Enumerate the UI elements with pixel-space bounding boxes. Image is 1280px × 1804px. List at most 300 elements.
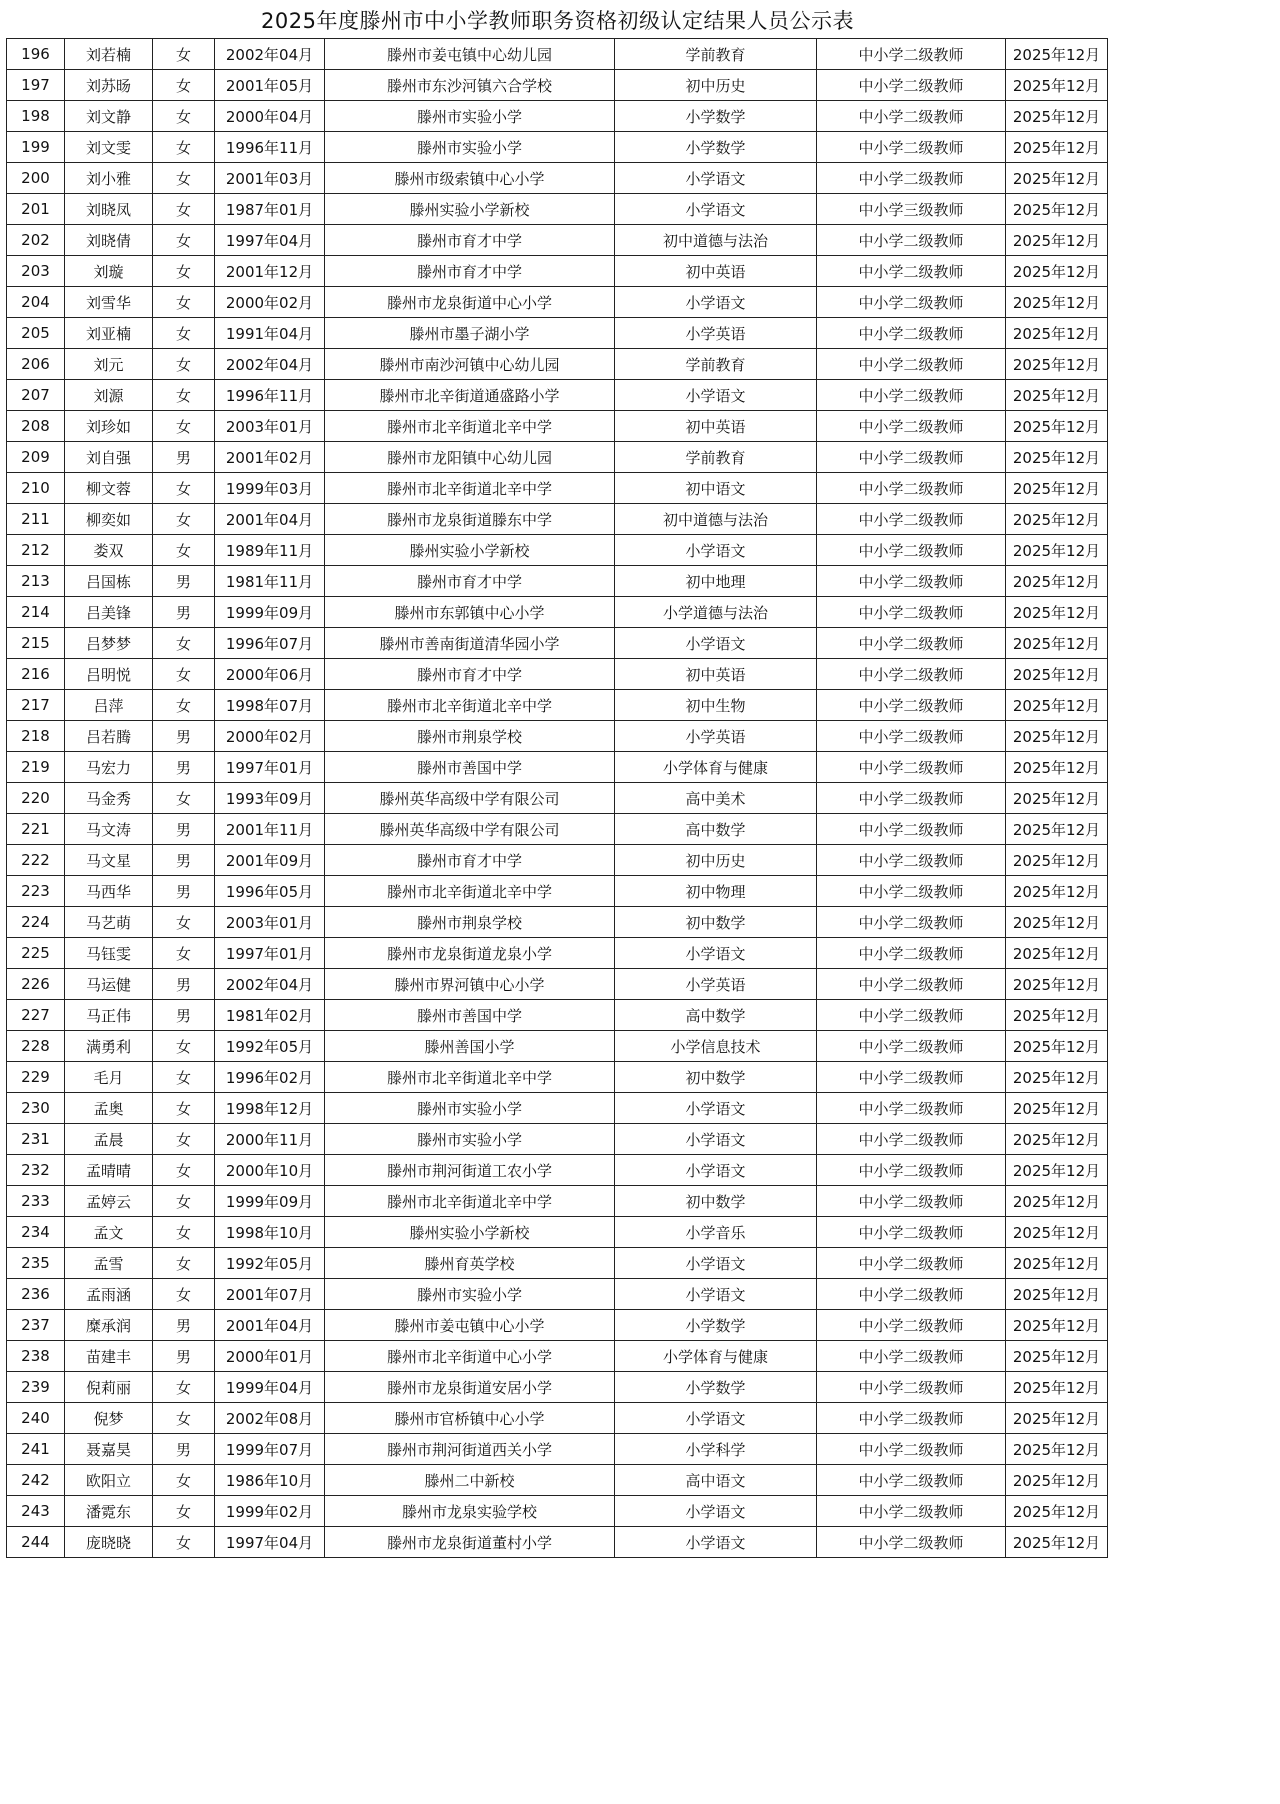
school-cell: 滕州市北辛街道通盛路小学 <box>325 380 615 411</box>
gender-cell: 女 <box>153 1527 215 1558</box>
table-row <box>7 1310 1108 1341</box>
date-cell: 2025年12月 <box>1006 287 1108 318</box>
row-number: 234 <box>7 1217 65 1248</box>
date-cell: 2025年12月 <box>1006 194 1108 225</box>
qualification-cell: 中小学二级教师 <box>817 1496 1006 1527</box>
subject-cell: 小学数学 <box>615 101 817 132</box>
date-cell: 2025年12月 <box>1006 473 1108 504</box>
subject-cell: 小学语文 <box>615 1527 817 1558</box>
birth-date-cell: 2001年02月 <box>215 442 325 473</box>
row-number: 207 <box>7 380 65 411</box>
birth-date-cell: 1999年04月 <box>215 1372 325 1403</box>
school-cell: 滕州实验小学新校 <box>325 194 615 225</box>
qualification-cell: 中小学二级教师 <box>817 628 1006 659</box>
school-cell: 滕州英华高级中学有限公司 <box>325 783 615 814</box>
qualification-cell: 中小学二级教师 <box>817 256 1006 287</box>
school-cell: 滕州实验小学新校 <box>325 535 615 566</box>
name-cell: 孟文 <box>65 1217 153 1248</box>
school-cell: 滕州英华高级中学有限公司 <box>325 814 615 845</box>
birth-date-cell: 2002年04月 <box>215 39 325 70</box>
table-row <box>7 659 1108 690</box>
subject-cell: 初中生物 <box>615 690 817 721</box>
qualification-cell: 中小学二级教师 <box>817 1527 1006 1558</box>
table-row <box>7 318 1108 349</box>
school-cell: 滕州市南沙河镇中心幼儿园 <box>325 349 615 380</box>
qualification-cell: 中小学三级教师 <box>817 194 1006 225</box>
row-number: 205 <box>7 318 65 349</box>
date-cell: 2025年12月 <box>1006 132 1108 163</box>
birth-date-cell: 1999年07月 <box>215 1434 325 1465</box>
birth-date-cell: 1999年03月 <box>215 473 325 504</box>
gender-cell: 女 <box>153 1248 215 1279</box>
name-cell: 马西华 <box>65 876 153 907</box>
birth-date-cell: 1992年05月 <box>215 1248 325 1279</box>
school-cell: 滕州市龙泉街道龙泉小学 <box>325 938 615 969</box>
name-cell: 刘文静 <box>65 101 153 132</box>
row-number: 204 <box>7 287 65 318</box>
school-cell: 滕州市级索镇中心小学 <box>325 163 615 194</box>
gender-cell: 女 <box>153 411 215 442</box>
gender-cell: 男 <box>153 969 215 1000</box>
row-number: 232 <box>7 1155 65 1186</box>
school-cell: 滕州市善国中学 <box>325 752 615 783</box>
row-number: 216 <box>7 659 65 690</box>
name-cell: 刘亚楠 <box>65 318 153 349</box>
name-cell: 孟奥 <box>65 1093 153 1124</box>
name-cell: 孟晴晴 <box>65 1155 153 1186</box>
gender-cell: 男 <box>153 597 215 628</box>
table-row <box>7 380 1108 411</box>
qualification-cell: 中小学二级教师 <box>817 1155 1006 1186</box>
qualification-cell: 中小学二级教师 <box>817 287 1006 318</box>
table-row <box>7 752 1108 783</box>
school-cell: 滕州市东郭镇中心小学 <box>325 597 615 628</box>
date-cell: 2025年12月 <box>1006 318 1108 349</box>
name-cell: 刘晓凤 <box>65 194 153 225</box>
gender-cell: 男 <box>153 1310 215 1341</box>
row-number: 222 <box>7 845 65 876</box>
row-number: 212 <box>7 535 65 566</box>
name-cell: 刘雪华 <box>65 287 153 318</box>
qualification-cell: 中小学二级教师 <box>817 101 1006 132</box>
date-cell: 2025年12月 <box>1006 1248 1108 1279</box>
subject-cell: 小学语文 <box>615 1248 817 1279</box>
name-cell: 糜承润 <box>65 1310 153 1341</box>
table-row <box>7 442 1108 473</box>
subject-cell: 小学语文 <box>615 1124 817 1155</box>
gender-cell: 女 <box>153 194 215 225</box>
qualification-cell: 中小学二级教师 <box>817 1403 1006 1434</box>
table-row <box>7 1403 1108 1434</box>
table-row <box>7 1031 1108 1062</box>
gender-cell: 女 <box>153 1062 215 1093</box>
table-row <box>7 163 1108 194</box>
results-table <box>6 38 1108 1558</box>
row-number: 228 <box>7 1031 65 1062</box>
school-cell: 滕州市善国中学 <box>325 1000 615 1031</box>
date-cell: 2025年12月 <box>1006 163 1108 194</box>
date-cell: 2025年12月 <box>1006 845 1108 876</box>
page-title: 2025年度滕州市中小学教师职务资格初级认定结果人员公示表 <box>261 9 854 33</box>
name-cell: 满勇利 <box>65 1031 153 1062</box>
row-number: 242 <box>7 1465 65 1496</box>
gender-cell: 男 <box>153 876 215 907</box>
row-number: 227 <box>7 1000 65 1031</box>
date-cell: 2025年12月 <box>1006 1000 1108 1031</box>
qualification-cell: 中小学二级教师 <box>817 1248 1006 1279</box>
date-cell: 2025年12月 <box>1006 1155 1108 1186</box>
birth-date-cell: 1989年11月 <box>215 535 325 566</box>
name-cell: 娄双 <box>65 535 153 566</box>
school-cell: 滕州市龙泉街道董村小学 <box>325 1527 615 1558</box>
gender-cell: 女 <box>153 287 215 318</box>
birth-date-cell: 1997年04月 <box>215 225 325 256</box>
row-number: 240 <box>7 1403 65 1434</box>
birth-date-cell: 1999年02月 <box>215 1496 325 1527</box>
table-row <box>7 504 1108 535</box>
name-cell: 马正伟 <box>65 1000 153 1031</box>
qualification-cell: 中小学二级教师 <box>817 349 1006 380</box>
table-row <box>7 256 1108 287</box>
name-cell: 吕若腾 <box>65 721 153 752</box>
subject-cell: 小学科学 <box>615 1434 817 1465</box>
date-cell: 2025年12月 <box>1006 256 1108 287</box>
gender-cell: 女 <box>153 101 215 132</box>
row-number: 238 <box>7 1341 65 1372</box>
gender-cell: 女 <box>153 318 215 349</box>
gender-cell: 女 <box>153 380 215 411</box>
gender-cell: 女 <box>153 1496 215 1527</box>
date-cell: 2025年12月 <box>1006 1403 1108 1434</box>
date-cell: 2025年12月 <box>1006 1310 1108 1341</box>
table-row <box>7 39 1108 70</box>
school-cell: 滕州市墨子湖小学 <box>325 318 615 349</box>
school-cell: 滕州市善南街道清华园小学 <box>325 628 615 659</box>
date-cell: 2025年12月 <box>1006 907 1108 938</box>
birth-date-cell: 2002年04月 <box>215 349 325 380</box>
table-row <box>7 1093 1108 1124</box>
row-number: 224 <box>7 907 65 938</box>
school-cell: 滕州实验小学新校 <box>325 1217 615 1248</box>
birth-date-cell: 2001年07月 <box>215 1279 325 1310</box>
subject-cell: 初中英语 <box>615 659 817 690</box>
date-cell: 2025年12月 <box>1006 349 1108 380</box>
qualification-cell: 中小学二级教师 <box>817 721 1006 752</box>
name-cell: 马宏力 <box>65 752 153 783</box>
subject-cell: 学前教育 <box>615 349 817 380</box>
qualification-cell: 中小学二级教师 <box>817 504 1006 535</box>
subject-cell: 小学语文 <box>615 1155 817 1186</box>
name-cell: 吕梦梦 <box>65 628 153 659</box>
row-number: 196 <box>7 39 65 70</box>
table-body <box>7 39 1108 1558</box>
subject-cell: 小学英语 <box>615 318 817 349</box>
table-row <box>7 1217 1108 1248</box>
subject-cell: 小学英语 <box>615 969 817 1000</box>
date-cell: 2025年12月 <box>1006 70 1108 101</box>
school-cell: 滕州市实验小学 <box>325 1124 615 1155</box>
row-number: 236 <box>7 1279 65 1310</box>
birth-date-cell: 1997年01月 <box>215 752 325 783</box>
row-number: 217 <box>7 690 65 721</box>
name-cell: 马钰雯 <box>65 938 153 969</box>
table-row <box>7 628 1108 659</box>
gender-cell: 女 <box>153 349 215 380</box>
school-cell: 滕州市北辛街道北辛中学 <box>325 473 615 504</box>
date-cell: 2025年12月 <box>1006 969 1108 1000</box>
school-cell: 滕州市荆泉学校 <box>325 721 615 752</box>
subject-cell: 小学语文 <box>615 535 817 566</box>
table-row <box>7 473 1108 504</box>
table-row <box>7 1372 1108 1403</box>
date-cell: 2025年12月 <box>1006 690 1108 721</box>
qualification-cell: 中小学二级教师 <box>817 380 1006 411</box>
date-cell: 2025年12月 <box>1006 39 1108 70</box>
name-cell: 孟雨涵 <box>65 1279 153 1310</box>
subject-cell: 初中数学 <box>615 1062 817 1093</box>
row-number: 210 <box>7 473 65 504</box>
gender-cell: 女 <box>153 1155 215 1186</box>
row-number: 219 <box>7 752 65 783</box>
subject-cell: 初中地理 <box>615 566 817 597</box>
qualification-cell: 中小学二级教师 <box>817 1434 1006 1465</box>
birth-date-cell: 1997年01月 <box>215 938 325 969</box>
name-cell: 刘璇 <box>65 256 153 287</box>
school-cell: 滕州市北辛街道北辛中学 <box>325 411 615 442</box>
gender-cell: 女 <box>153 1124 215 1155</box>
school-cell: 滕州市东沙河镇六合学校 <box>325 70 615 101</box>
birth-date-cell: 1998年07月 <box>215 690 325 721</box>
row-number: 214 <box>7 597 65 628</box>
date-cell: 2025年12月 <box>1006 225 1108 256</box>
birth-date-cell: 2001年03月 <box>215 163 325 194</box>
subject-cell: 初中历史 <box>615 845 817 876</box>
table-row <box>7 938 1108 969</box>
row-number: 215 <box>7 628 65 659</box>
date-cell: 2025年12月 <box>1006 1465 1108 1496</box>
gender-cell: 女 <box>153 690 215 721</box>
table-row <box>7 1062 1108 1093</box>
row-number: 200 <box>7 163 65 194</box>
date-cell: 2025年12月 <box>1006 1434 1108 1465</box>
table-row <box>7 225 1108 256</box>
qualification-cell: 中小学二级教师 <box>817 690 1006 721</box>
qualification-cell: 中小学二级教师 <box>817 1124 1006 1155</box>
table-row <box>7 1279 1108 1310</box>
gender-cell: 女 <box>153 163 215 194</box>
gender-cell: 女 <box>153 1465 215 1496</box>
school-cell: 滕州市姜屯镇中心幼儿园 <box>325 39 615 70</box>
birth-date-cell: 2001年11月 <box>215 814 325 845</box>
qualification-cell: 中小学二级教师 <box>817 535 1006 566</box>
row-number: 225 <box>7 938 65 969</box>
birth-date-cell: 2001年05月 <box>215 70 325 101</box>
gender-cell: 女 <box>153 783 215 814</box>
gender-cell: 女 <box>153 1186 215 1217</box>
subject-cell: 小学英语 <box>615 721 817 752</box>
school-cell: 滕州市育才中学 <box>325 566 615 597</box>
qualification-cell: 中小学二级教师 <box>817 442 1006 473</box>
row-number: 213 <box>7 566 65 597</box>
school-cell: 滕州市荆泉学校 <box>325 907 615 938</box>
date-cell: 2025年12月 <box>1006 876 1108 907</box>
gender-cell: 女 <box>153 907 215 938</box>
date-cell: 2025年12月 <box>1006 566 1108 597</box>
qualification-cell: 中小学二级教师 <box>817 876 1006 907</box>
birth-date-cell: 1986年10月 <box>215 1465 325 1496</box>
subject-cell: 小学语文 <box>615 628 817 659</box>
birth-date-cell: 2000年04月 <box>215 101 325 132</box>
subject-cell: 小学数学 <box>615 1372 817 1403</box>
qualification-cell: 中小学二级教师 <box>817 1062 1006 1093</box>
birth-date-cell: 2000年10月 <box>215 1155 325 1186</box>
gender-cell: 男 <box>153 442 215 473</box>
school-cell: 滕州市姜屯镇中心小学 <box>325 1310 615 1341</box>
name-cell: 苗建丰 <box>65 1341 153 1372</box>
date-cell: 2025年12月 <box>1006 1124 1108 1155</box>
qualification-cell: 中小学二级教师 <box>817 1310 1006 1341</box>
name-cell: 刘若楠 <box>65 39 153 70</box>
name-cell: 马文涛 <box>65 814 153 845</box>
qualification-cell: 中小学二级教师 <box>817 1341 1006 1372</box>
qualification-cell: 中小学二级教师 <box>817 70 1006 101</box>
birth-date-cell: 1998年10月 <box>215 1217 325 1248</box>
qualification-cell: 中小学二级教师 <box>817 1465 1006 1496</box>
row-number: 197 <box>7 70 65 101</box>
row-number: 198 <box>7 101 65 132</box>
subject-cell: 小学语文 <box>615 287 817 318</box>
date-cell: 2025年12月 <box>1006 814 1108 845</box>
subject-cell: 初中英语 <box>615 411 817 442</box>
date-cell: 2025年12月 <box>1006 1186 1108 1217</box>
gender-cell: 女 <box>153 473 215 504</box>
qualification-cell: 中小学二级教师 <box>817 39 1006 70</box>
name-cell: 刘源 <box>65 380 153 411</box>
table-row <box>7 1465 1108 1496</box>
subject-cell: 小学语文 <box>615 163 817 194</box>
birth-date-cell: 2003年01月 <box>215 411 325 442</box>
table-row <box>7 1434 1108 1465</box>
gender-cell: 女 <box>153 938 215 969</box>
school-cell: 滕州善国小学 <box>325 1031 615 1062</box>
date-cell: 2025年12月 <box>1006 411 1108 442</box>
qualification-cell: 中小学二级教师 <box>817 132 1006 163</box>
date-cell: 2025年12月 <box>1006 1062 1108 1093</box>
school-cell: 滕州市育才中学 <box>325 256 615 287</box>
subject-cell: 小学语文 <box>615 1093 817 1124</box>
qualification-cell: 中小学二级教师 <box>817 318 1006 349</box>
table-row <box>7 783 1108 814</box>
table-row <box>7 597 1108 628</box>
subject-cell: 初中数学 <box>615 907 817 938</box>
birth-date-cell: 1999年09月 <box>215 597 325 628</box>
school-cell: 滕州市龙泉实验学校 <box>325 1496 615 1527</box>
subject-cell: 初中语文 <box>615 473 817 504</box>
birth-date-cell: 1993年09月 <box>215 783 325 814</box>
school-cell: 滕州市龙阳镇中心幼儿园 <box>325 442 615 473</box>
birth-date-cell: 1981年02月 <box>215 1000 325 1031</box>
school-cell: 滕州市实验小学 <box>325 1279 615 1310</box>
row-number: 233 <box>7 1186 65 1217</box>
qualification-cell: 中小学二级教师 <box>817 814 1006 845</box>
name-cell: 倪梦 <box>65 1403 153 1434</box>
gender-cell: 女 <box>153 225 215 256</box>
table-row <box>7 814 1108 845</box>
subject-cell: 初中英语 <box>615 256 817 287</box>
subject-cell: 小学数学 <box>615 132 817 163</box>
gender-cell: 女 <box>153 628 215 659</box>
school-cell: 滕州市育才中学 <box>325 659 615 690</box>
name-cell: 孟雪 <box>65 1248 153 1279</box>
birth-date-cell: 1996年11月 <box>215 132 325 163</box>
gender-cell: 女 <box>153 1403 215 1434</box>
table-row <box>7 845 1108 876</box>
row-number: 223 <box>7 876 65 907</box>
birth-date-cell: 2003年01月 <box>215 907 325 938</box>
qualification-cell: 中小学二级教师 <box>817 783 1006 814</box>
gender-cell: 女 <box>153 256 215 287</box>
row-number: 221 <box>7 814 65 845</box>
row-number: 244 <box>7 1527 65 1558</box>
school-cell: 滕州市龙泉街道滕东中学 <box>325 504 615 535</box>
row-number: 237 <box>7 1310 65 1341</box>
birth-date-cell: 2001年09月 <box>215 845 325 876</box>
table-row <box>7 287 1108 318</box>
school-cell: 滕州市北辛街道北辛中学 <box>325 690 615 721</box>
subject-cell: 学前教育 <box>615 442 817 473</box>
birth-date-cell: 2000年02月 <box>215 721 325 752</box>
subject-cell: 小学音乐 <box>615 1217 817 1248</box>
date-cell: 2025年12月 <box>1006 535 1108 566</box>
date-cell: 2025年12月 <box>1006 1031 1108 1062</box>
gender-cell: 男 <box>153 814 215 845</box>
gender-cell: 男 <box>153 1341 215 1372</box>
name-cell: 倪莉丽 <box>65 1372 153 1403</box>
subject-cell: 高中数学 <box>615 1000 817 1031</box>
table-row <box>7 721 1108 752</box>
birth-date-cell: 2001年04月 <box>215 504 325 535</box>
row-number: 243 <box>7 1496 65 1527</box>
school-cell: 滕州市荆河街道工农小学 <box>325 1155 615 1186</box>
qualification-cell: 中小学二级教师 <box>817 1217 1006 1248</box>
row-number: 239 <box>7 1372 65 1403</box>
gender-cell: 男 <box>153 752 215 783</box>
date-cell: 2025年12月 <box>1006 442 1108 473</box>
row-number: 203 <box>7 256 65 287</box>
gender-cell: 女 <box>153 132 215 163</box>
date-cell: 2025年12月 <box>1006 659 1108 690</box>
birth-date-cell: 1996年02月 <box>215 1062 325 1093</box>
gender-cell: 男 <box>153 721 215 752</box>
table-row <box>7 349 1108 380</box>
school-cell: 滕州市实验小学 <box>325 132 615 163</box>
qualification-cell: 中小学二级教师 <box>817 163 1006 194</box>
subject-cell: 小学语文 <box>615 938 817 969</box>
table-row <box>7 690 1108 721</box>
table-row <box>7 1527 1108 1558</box>
birth-date-cell: 2000年11月 <box>215 1124 325 1155</box>
qualification-cell: 中小学二级教师 <box>817 1279 1006 1310</box>
name-cell: 刘小雅 <box>65 163 153 194</box>
row-number: 202 <box>7 225 65 256</box>
name-cell: 刘自强 <box>65 442 153 473</box>
table-row <box>7 876 1108 907</box>
school-cell: 滕州市实验小学 <box>325 1093 615 1124</box>
name-cell: 马运健 <box>65 969 153 1000</box>
name-cell: 马金秀 <box>65 783 153 814</box>
gender-cell: 女 <box>153 535 215 566</box>
gender-cell: 女 <box>153 1031 215 1062</box>
